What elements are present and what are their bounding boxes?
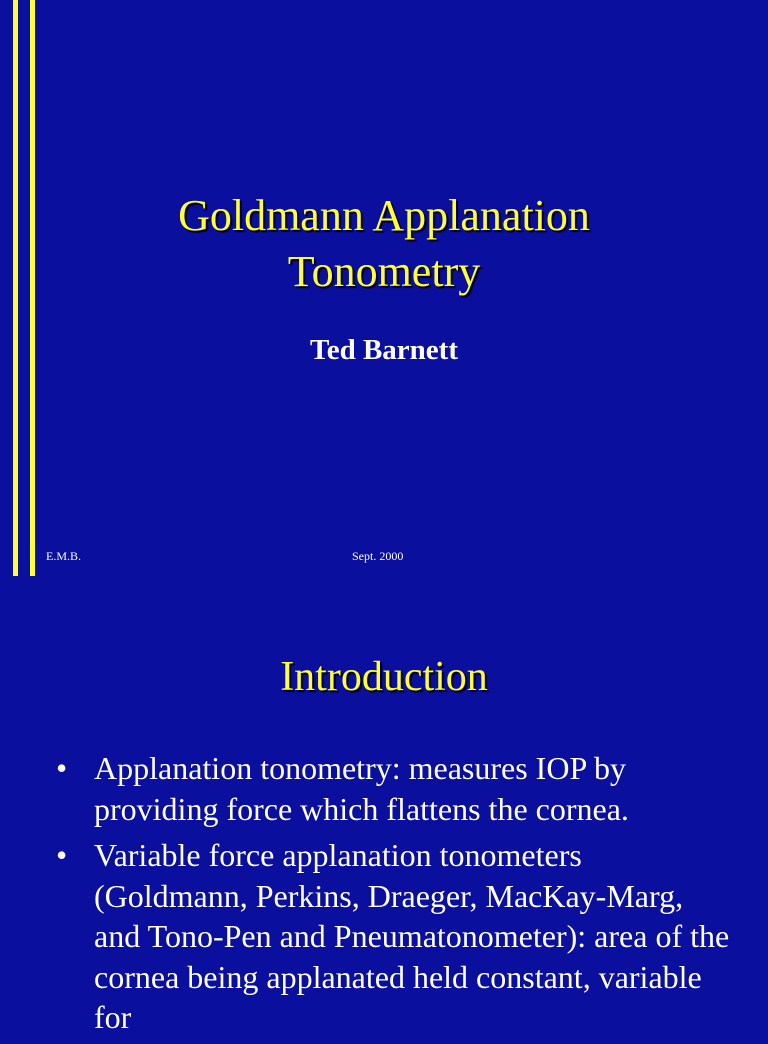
bullet-text: Variable force applanation tonometers (Goldmann, Perkins, Draeger, MacKay-Marg, and Tono-Pen and Pneumatonometer): area of the cornea being applanated held constant, variable for: [94, 837, 730, 1035]
author-name: Ted Barnett: [310, 334, 458, 366]
bullet-item: [56, 835, 736, 1038]
slide-title-line-1: Goldmann Applanation: [178, 191, 590, 240]
bullet-dot-icon: •: [56, 750, 68, 786]
bullet-list: [56, 748, 736, 1044]
slide-title-line-2: Tonometry: [287, 247, 481, 296]
bullet-text: Applanation tonometry: measures IOP by providing force which flattens the cornea.: [94, 750, 629, 827]
bullet-item: [56, 748, 736, 829]
footer-date: Sept. 2000: [352, 549, 404, 563]
slide-title: Introduction: [280, 654, 488, 700]
bullet-dot-icon: •: [56, 837, 68, 873]
footer-initials: E.M.B.: [46, 549, 82, 563]
